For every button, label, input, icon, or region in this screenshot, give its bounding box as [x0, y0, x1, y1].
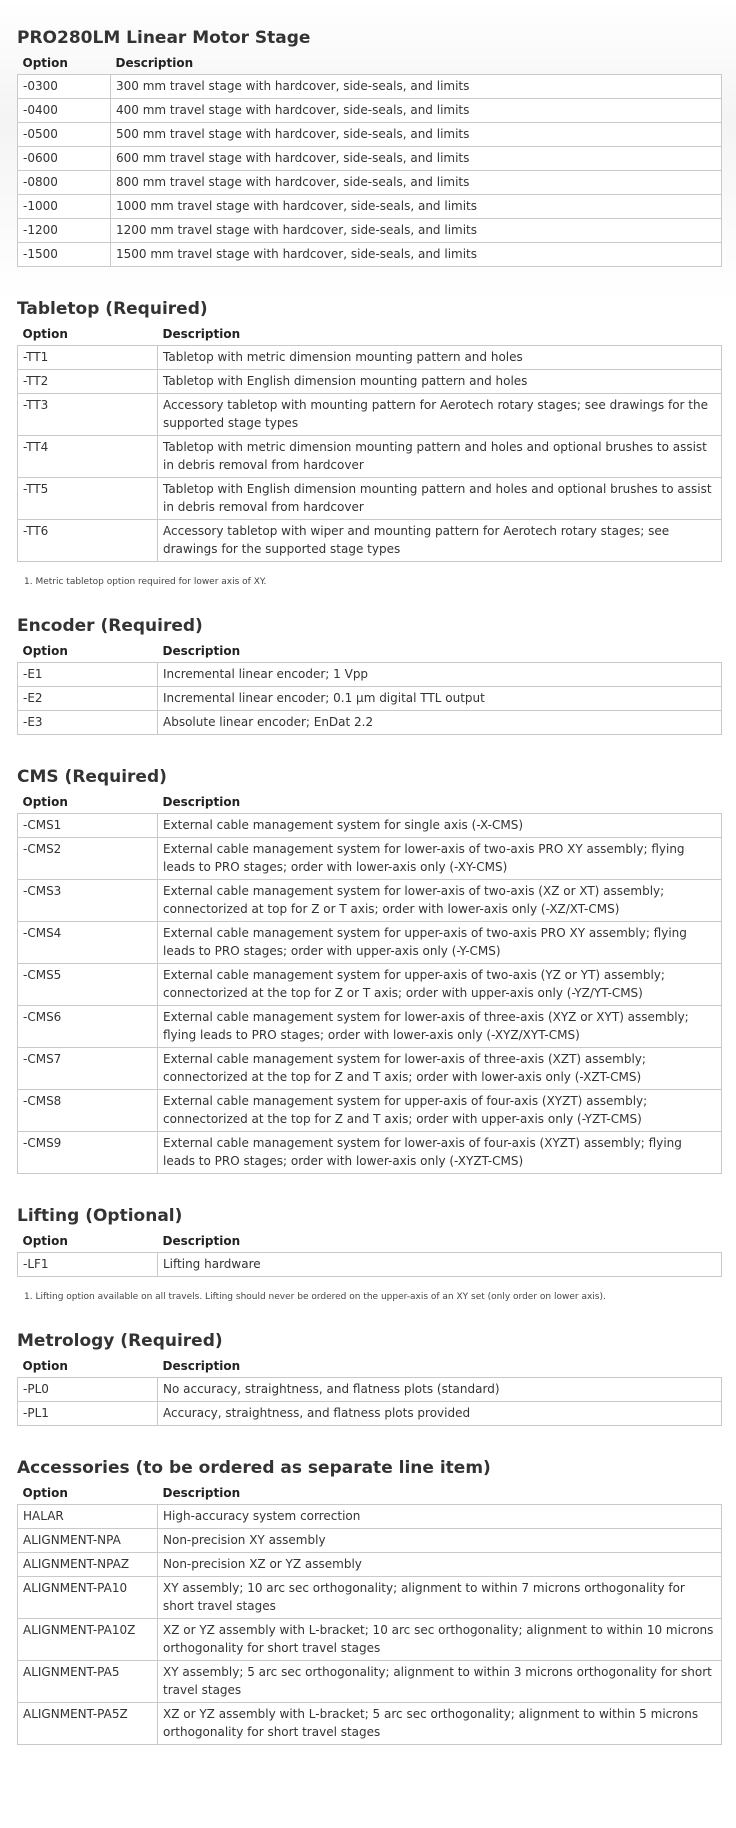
table-row	[18, 838, 722, 880]
table-row	[18, 99, 722, 123]
option-column-header: Option	[22, 644, 68, 658]
options-table	[17, 1230, 722, 1277]
option-code: -E2	[18, 687, 158, 711]
option-description: 1000 mm travel stage with hardcover, side-seals, and limits	[111, 195, 722, 219]
option-code: -CMS4	[18, 922, 158, 964]
option-section	[17, 1327, 722, 1426]
option-column-header: Option	[22, 56, 68, 70]
option-description: External cable management system for lower-axis of four-axis (XYZT) assembly; flying leads to PRO stages; order with lower-axis only (-XYZT-CMS)	[158, 1132, 722, 1174]
description-column-header: Description	[162, 644, 241, 658]
table-header-row	[18, 52, 722, 75]
table-row	[18, 663, 722, 687]
option-code: -PL0	[18, 1378, 158, 1402]
option-description: 1200 mm travel stage with hardcover, side-seals, and limits	[111, 219, 722, 243]
description-column-header: Description	[162, 1486, 241, 1500]
table-row	[18, 814, 722, 838]
option-column-header: Option	[22, 1359, 68, 1373]
table-row	[18, 1577, 722, 1619]
option-code: ALIGNMENT-PA5	[18, 1661, 158, 1703]
table-header-row	[18, 1230, 722, 1253]
option-description: Lifting hardware	[158, 1253, 722, 1277]
option-description: 400 mm travel stage with hardcover, side-seals, and limits	[111, 99, 722, 123]
table-row	[18, 123, 722, 147]
option-code: -PL1	[18, 1402, 158, 1426]
option-code: -CMS5	[18, 964, 158, 1006]
section-spacer	[17, 267, 722, 295]
option-code: -TT6	[18, 520, 158, 562]
option-description: Accuracy, straightness, and flatness plots provided	[158, 1402, 722, 1426]
option-description: Tabletop with metric dimension mounting pattern and holes and optional brushes to assist in debris removal from hardcover	[158, 436, 722, 478]
option-code: -TT4	[18, 436, 158, 478]
option-description: XZ or YZ assembly with L-bracket; 10 arc sec orthogonality; alignment to within 10 microns orthogonality for short travel stages	[158, 1619, 722, 1661]
option-description: Tabletop with English dimension mounting pattern and holes and optional brushes to assist in debris removal from hardcover	[158, 478, 722, 520]
option-description: External cable management system for upper-axis of two-axis PRO XY assembly; flying leads to PRO stages; order with upper-axis only (-Y-CMS)	[158, 922, 722, 964]
option-column-header: Option	[22, 1234, 68, 1248]
option-description: External cable management system for lower-axis of two-axis (XZ or XT) assembly; connectorized at top for Z or T axis; order with lower-axis only (-XZ/XT-CMS)	[158, 880, 722, 922]
table-header-row	[18, 323, 722, 346]
option-code: -0400	[18, 99, 111, 123]
section-title: PRO280LM Linear Motor Stage	[17, 28, 311, 48]
table-row	[18, 1529, 722, 1553]
table-row	[18, 1402, 722, 1426]
option-description: Absolute linear encoder; EnDat 2.2	[158, 711, 722, 735]
option-description: 800 mm travel stage with hardcover, side-seals, and limits	[111, 171, 722, 195]
option-section	[17, 295, 722, 590]
table-header-row	[18, 640, 722, 663]
table-header-row	[18, 1355, 722, 1378]
description-column-header: Description	[162, 795, 241, 809]
table-row	[18, 520, 722, 562]
table-row	[18, 1553, 722, 1577]
section-spacer	[17, 1174, 722, 1202]
table-row	[18, 75, 722, 99]
table-row	[18, 436, 722, 478]
option-description: 500 mm travel stage with hardcover, side-seals, and limits	[111, 123, 722, 147]
option-code: -TT2	[18, 370, 158, 394]
section-title: Tabletop (Required)	[17, 299, 208, 319]
option-description: 1500 mm travel stage with hardcover, side-seals, and limits	[111, 243, 722, 267]
options-table	[17, 1482, 722, 1745]
option-code: -E3	[18, 711, 158, 735]
section-spacer	[17, 1426, 722, 1454]
option-code: -0500	[18, 123, 111, 147]
options-table	[17, 1355, 722, 1426]
section-title: Encoder (Required)	[17, 616, 203, 636]
table-row	[18, 1619, 722, 1661]
option-code: -CMS1	[18, 814, 158, 838]
option-code: ALIGNMENT-PA10Z	[18, 1619, 158, 1661]
option-description: Accessory tabletop with wiper and mounting pattern for Aerotech rotary stages; see drawings for the supported stage types	[158, 520, 722, 562]
option-code: -TT1	[18, 346, 158, 370]
table-row	[18, 922, 722, 964]
option-description: Non-precision XY assembly	[158, 1529, 722, 1553]
section-spacer	[17, 1305, 722, 1327]
options-table	[17, 52, 722, 267]
option-description: External cable management system for lower-axis of three-axis (XZT) assembly; connectorized at the top for Z and T axis; order with lower-axis only (-XZT-CMS)	[158, 1048, 722, 1090]
table-row	[18, 1378, 722, 1402]
option-description: Tabletop with metric dimension mounting pattern and holes	[158, 346, 722, 370]
option-column-header: Option	[22, 1486, 68, 1500]
option-code: -TT3	[18, 394, 158, 436]
table-row	[18, 370, 722, 394]
option-description: Non-precision XZ or YZ assembly	[158, 1553, 722, 1577]
table-header-row	[18, 791, 722, 814]
description-column-header: Description	[162, 327, 241, 341]
option-column-header: Option	[22, 795, 68, 809]
description-column-header: Description	[162, 1234, 241, 1248]
table-row	[18, 880, 722, 922]
table-header-row	[18, 1482, 722, 1505]
option-description: External cable management system for lower-axis of three-axis (XYZ or XYT) assembly; flying leads to PRO stages; order with lower-axis only (-XYZ/XYT-CMS)	[158, 1006, 722, 1048]
table-row	[18, 1132, 722, 1174]
option-description: High-accuracy system correction	[158, 1505, 722, 1529]
option-code: ALIGNMENT-PA5Z	[18, 1703, 158, 1745]
option-description: Incremental linear encoder; 0.1 µm digital TTL output	[158, 687, 722, 711]
option-code: -1000	[18, 195, 111, 219]
table-row	[18, 1703, 722, 1745]
option-code: ALIGNMENT-NPAZ	[18, 1553, 158, 1577]
option-description: XY assembly; 10 arc sec orthogonality; alignment to within 7 microns orthogonality for short travel stages	[158, 1577, 722, 1619]
option-description: Accessory tabletop with mounting pattern for Aerotech rotary stages; see drawings for the supported stage types	[158, 394, 722, 436]
option-code: HALAR	[18, 1505, 158, 1529]
option-section	[17, 1454, 722, 1745]
table-row	[18, 1090, 722, 1132]
description-column-header: Description	[162, 1359, 241, 1373]
table-row	[18, 1661, 722, 1703]
option-description: XY assembly; 5 arc sec orthogonality; alignment to within 3 microns orthogonality for short travel stages	[158, 1661, 722, 1703]
table-row	[18, 1048, 722, 1090]
option-description: 300 mm travel stage with hardcover, side-seals, and limits	[111, 75, 722, 99]
footnote: 1. Lifting option available on all travels. Lifting should never be ordered on the upper-axis of an XY set (only order on lower axis).	[24, 1292, 606, 1302]
table-row	[18, 219, 722, 243]
section-title: Accessories (to be ordered as separate line item)	[17, 1458, 491, 1478]
footnote: 1. Metric tabletop option required for lower axis of XY.	[24, 577, 267, 587]
option-code: ALIGNMENT-PA10	[18, 1577, 158, 1619]
option-code: -CMS6	[18, 1006, 158, 1048]
table-row	[18, 711, 722, 735]
options-table	[17, 323, 722, 562]
option-section	[17, 24, 722, 267]
table-row	[18, 964, 722, 1006]
option-description: Tabletop with English dimension mounting pattern and holes	[158, 370, 722, 394]
option-description: 600 mm travel stage with hardcover, side-seals, and limits	[111, 147, 722, 171]
table-row	[18, 171, 722, 195]
options-table	[17, 640, 722, 735]
option-code: -CMS2	[18, 838, 158, 880]
section-title: CMS (Required)	[17, 767, 167, 787]
section-title: Metrology (Required)	[17, 1331, 223, 1351]
table-row	[18, 478, 722, 520]
option-description: XZ or YZ assembly with L-bracket; 5 arc sec orthogonality; alignment to within 5 microns orthogonality for short travel stages	[158, 1703, 722, 1745]
table-row	[18, 147, 722, 171]
option-code: -LF1	[18, 1253, 158, 1277]
option-code: -CMS3	[18, 880, 158, 922]
options-table	[17, 791, 722, 1174]
option-code: -TT5	[18, 478, 158, 520]
option-code: -0600	[18, 147, 111, 171]
section-spacer	[17, 590, 722, 612]
table-row	[18, 1006, 722, 1048]
option-description: No accuracy, straightness, and flatness plots (standard)	[158, 1378, 722, 1402]
option-section	[17, 1202, 722, 1305]
option-code: -0800	[18, 171, 111, 195]
option-column-header: Option	[22, 327, 68, 341]
description-column-header: Description	[115, 56, 194, 70]
option-section	[17, 612, 722, 735]
option-code: -1200	[18, 219, 111, 243]
section-title: Lifting (Optional)	[17, 1206, 183, 1226]
option-code: ALIGNMENT-NPA	[18, 1529, 158, 1553]
option-description: External cable management system for upper-axis of four-axis (XYZT) assembly; connectorized at the top for Z and T axis; order with upper-axis only (-YZT-CMS)	[158, 1090, 722, 1132]
table-row	[18, 346, 722, 370]
option-description: External cable management system for upper-axis of two-axis (YZ or YT) assembly; connectorized at the top for Z or T axis; order with upper-axis only (-YZ/YT-CMS)	[158, 964, 722, 1006]
section-spacer	[17, 735, 722, 763]
option-code: -CMS8	[18, 1090, 158, 1132]
table-row	[18, 195, 722, 219]
option-code: -CMS9	[18, 1132, 158, 1174]
option-description: External cable management system for single axis (-X-CMS)	[158, 814, 722, 838]
option-code: -1500	[18, 243, 111, 267]
table-row	[18, 1505, 722, 1529]
table-row	[18, 394, 722, 436]
option-description: External cable management system for lower-axis of two-axis PRO XY assembly; flying leads to PRO stages; order with lower-axis only (-XY-CMS)	[158, 838, 722, 880]
table-row	[18, 243, 722, 267]
table-row	[18, 1253, 722, 1277]
option-code: -0300	[18, 75, 111, 99]
table-row	[18, 687, 722, 711]
option-code: -CMS7	[18, 1048, 158, 1090]
option-description: Incremental linear encoder; 1 Vpp	[158, 663, 722, 687]
option-section	[17, 763, 722, 1174]
option-code: -E1	[18, 663, 158, 687]
